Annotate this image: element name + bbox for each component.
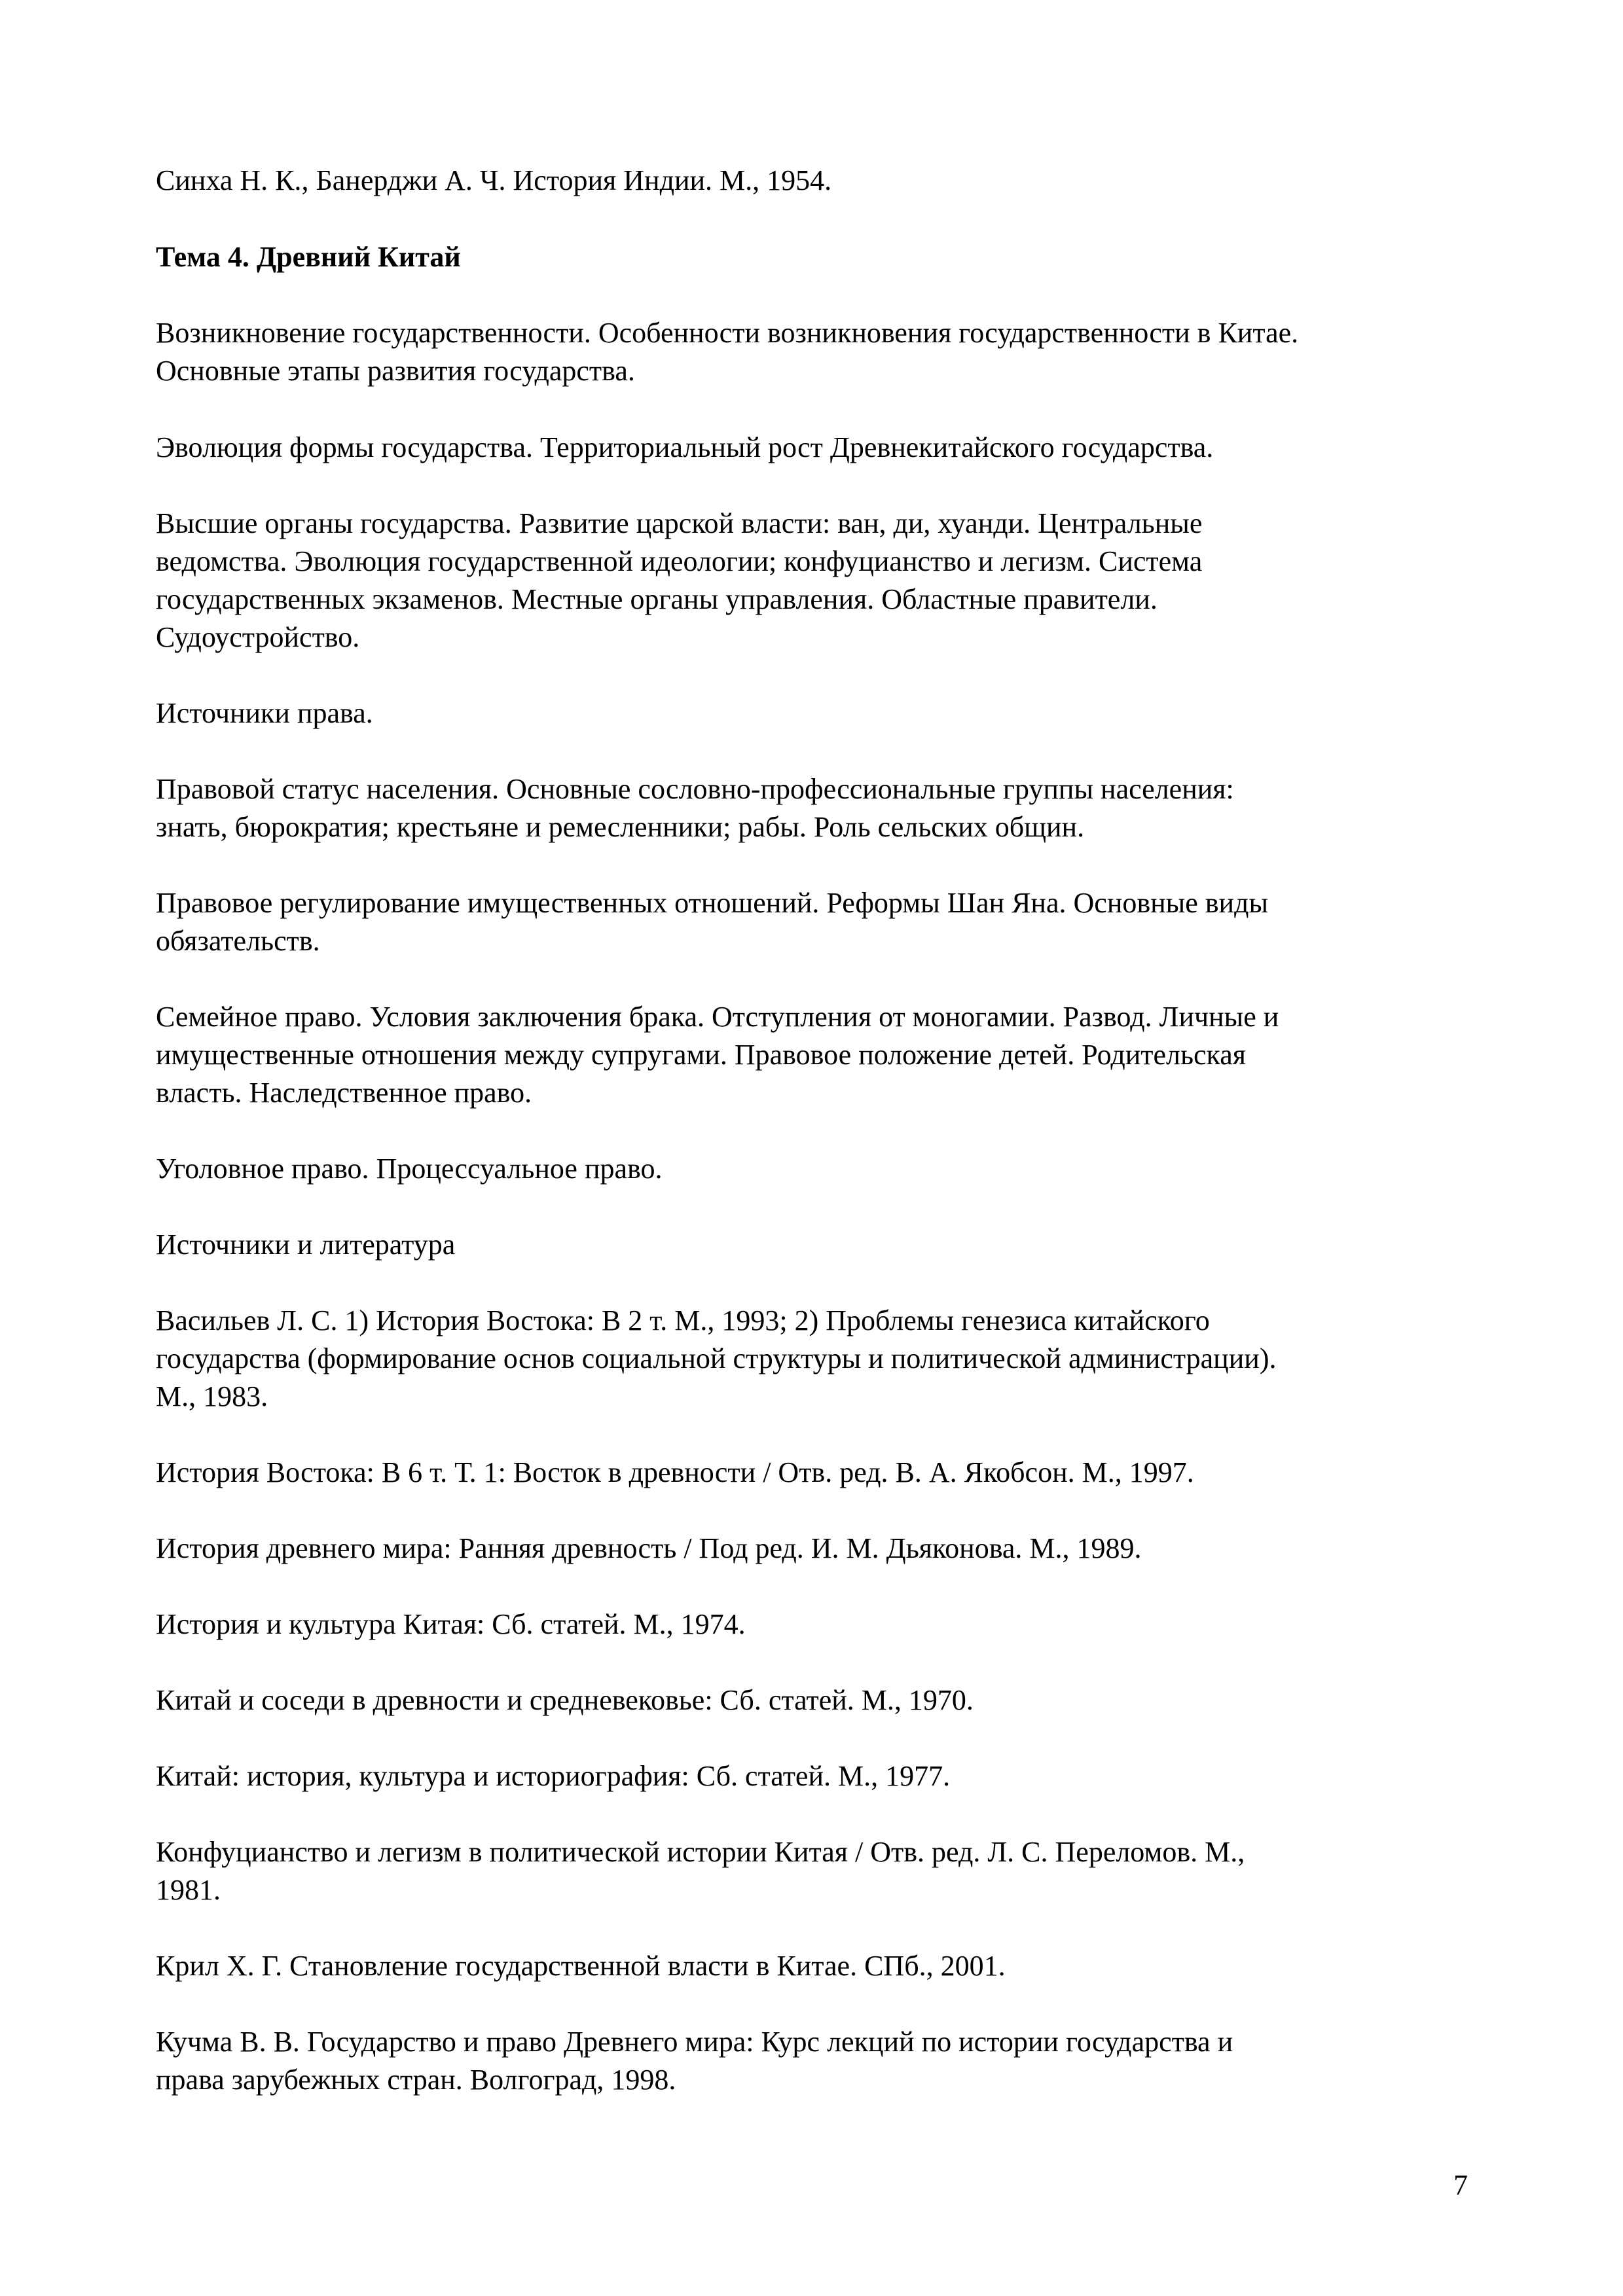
intro-reference: Синха Н. К., Банерджи А. Ч. История Индии. М., 1954. xyxy=(156,164,832,196)
topic-paragraph: Правовое регулирование имущественных отношений. Реформы Шан Яна. Основные виды обязательств. xyxy=(156,887,1269,957)
topic-paragraph: Семейное право. Условия заключения брака. Отступления от моногамии. Развод. Личные и имущественные отношения между супругами. Правовое положение детей. Родительская власть. Наследственное право. xyxy=(156,1001,1279,1109)
reference-entry: Крил Х. Г. Становление государственной власти в Китае. СПб., 2001. xyxy=(156,1950,1006,1982)
topic-paragraph: Возникновение государственности. Особенности возникновения государственности в Китае. Основные этапы развития государства. xyxy=(156,317,1299,387)
reference-entry: История Востока: В 6 т. Т. 1: Восток в древности / Отв. ред. В. А. Якобсон. М., 1997. xyxy=(156,1456,1194,1488)
reference-entry: Китай: история, культура и историография: Сб. статей. М., 1977. xyxy=(156,1760,951,1792)
topic-paragraph: Источники права. xyxy=(156,697,373,729)
topic-paragraph: Эволюция формы государства. Территориальный рост Древнекитайского государства. xyxy=(156,431,1214,463)
topic-paragraph: Правовой статус населения. Основные сословно-профессиональные группы населения: знать, бюрократия; крестьяне и ремесленники; рабы. Роль сельских общин. xyxy=(156,773,1234,843)
document-page xyxy=(156,131,1478,2099)
topic-paragraph: Уголовное право. Процессуальное право. xyxy=(156,1153,663,1185)
reference-entry: Васильев Л. С. 1) История Востока: В 2 т. М., 1993; 2) Проблемы генезиса китайского государства (формирование основ социальной структуры и политической администрации). М., 1983. xyxy=(156,1304,1277,1412)
sources-heading: Источники и литература xyxy=(156,1229,456,1261)
reference-entry: Китай и соседи в древности и средневековье: Сб. статей. М., 1970. xyxy=(156,1684,974,1716)
reference-entry: Конфуцианство и легизм в политической истории Китая / Отв. ред. Л. С. Переломов. М., 1981. xyxy=(156,1836,1245,1906)
reference-entry: История древнего мира: Ранняя древность / Под ред. И. М. Дьяконова. М., 1989. xyxy=(156,1532,1142,1564)
section-title: Тема 4. Древний Китай xyxy=(156,241,461,273)
topic-paragraph: Высшие органы государства. Развитие царской власти: ван, ди, хуанди. Центральные ведомства. Эволюция государственной идеологии; конфуцианство и легизм. Система государственных экзаменов. Местные органы управления. Областные правители. Судоустройство. xyxy=(156,507,1203,653)
reference-entry: История и культура Китая: Сб. статей. М., 1974. xyxy=(156,1608,746,1640)
page-number: 7 xyxy=(1453,2169,1468,2201)
reference-entry: Кучма В. В. Государство и право Древнего мира: Курс лекций по истории государства и права зарубежных стран. Волгоград, 1998. xyxy=(156,2026,1233,2096)
